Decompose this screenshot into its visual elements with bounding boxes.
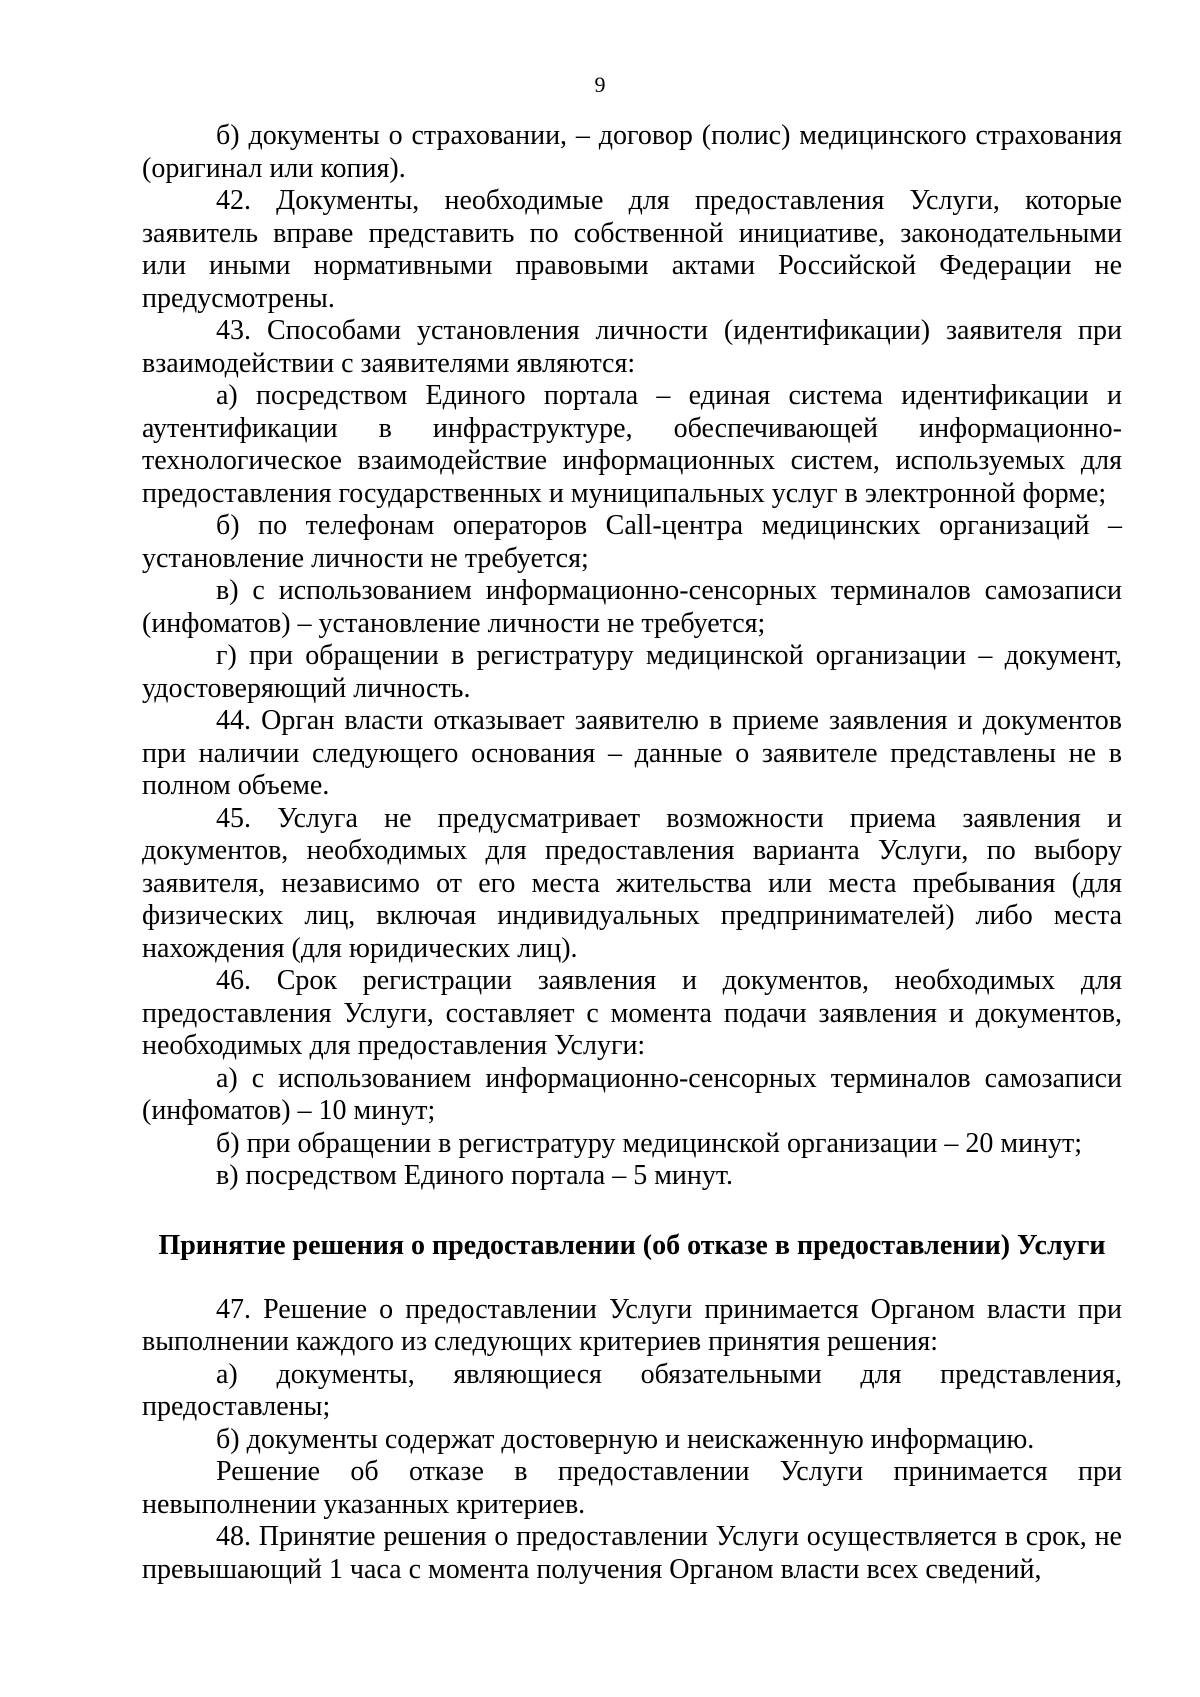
paragraph-refusal-decision: Решение об отказе в предоставлении Услуги принимается при невыполнении указанных критериев. <box>142 1456 1122 1520</box>
paragraph-47-item-b: б) документы содержат достоверную и неискаженную информацию. <box>216 1423 1035 1455</box>
paragraph-43: 43. Способами установления личности (идентификации) заявителя при взаимодействии с заявителями являются: <box>142 315 1122 379</box>
paragraph-42: 42. Документы, необходимые для предоставления Услуги, которые заявитель вправе представить по собственной инициативе, законодательными или иными нормативными правовыми актами Российской Федерации не предусмотрены. <box>142 185 1122 314</box>
paragraph-46-item-b: б) при обращении в регистратуру медицинской организации – 20 минут; <box>216 1127 1083 1159</box>
page-number: 9 <box>594 72 606 97</box>
paragraph-43-item-g: г) при обращении в регистратуру медицинской организации – документ, удостоверяющий личность. <box>142 640 1122 704</box>
paragraph-47: 47. Решение о предоставлении Услуги принимается Органом власти при выполнении каждого из следующих критериев принятия решения: <box>142 1293 1122 1357</box>
paragraph-46-item-v: в) посредством Единого портала – 5 минут. <box>216 1160 734 1191</box>
paragraph-item-b-insurance: б) документы о страховании, – договор (полис) медицинского страхования (оригинал или копия). <box>142 120 1122 184</box>
paragraph-46-item-a: а) с использованием информационно-сенсорных терминалов самозаписи (инфоматов) – 10 минут; <box>142 1062 1122 1126</box>
paragraph-46: 46. Срок регистрации заявления и документов, необходимых для предоставления Услуги, составляет с момента подачи заявления и документов, необходимых для предоставления Услуги: <box>142 965 1122 1061</box>
paragraph-47-item-a: а) документы, являющиеся обязательными для представления, предоставлены; <box>142 1358 1122 1422</box>
paragraph-44: 44. Орган власти отказывает заявителю в приеме заявления и документов при наличии следующего основания – данные о заявителе представлены не в полном объеме. <box>142 705 1122 801</box>
section-heading: Принятие решения о предоставлении (об отказе в предоставлении) Услуги <box>158 1229 1106 1261</box>
paragraph-43-item-v: в) с использованием информационно-сенсорных терминалов самозаписи (инфоматов) – установление личности не требуется; <box>142 575 1122 639</box>
paragraph-45: 45. Услуга не предусматривает возможности приема заявления и документов, необходимых для предоставления варианта Услуги, по выбору заявителя, независимо от его места жительства или места пребывания (для физических лиц, включая индивидуальных предпринимателей) либо места нахождения (для юридических лиц). <box>142 802 1122 964</box>
document-body <box>142 120 1122 1586</box>
paragraph-48: 48. Принятие решения о предоставлении Услуги осуществляется в срок, не превышающий 1 часа с момента получения Органом власти всех сведений, <box>142 1521 1122 1585</box>
paragraph-43-item-a: а) посредством Единого портала – единая система идентификации и аутентификации в инфраструктуре, обеспечивающей информационно-технологическое взаимодействие информационных систем, используемых для предоставления государственных и муниципальных услуг в электронной форме; <box>142 380 1122 509</box>
paragraph-43-item-b: б) по телефонам операторов Call-центра медицинских организаций – установление личности не требуется; <box>142 510 1122 574</box>
